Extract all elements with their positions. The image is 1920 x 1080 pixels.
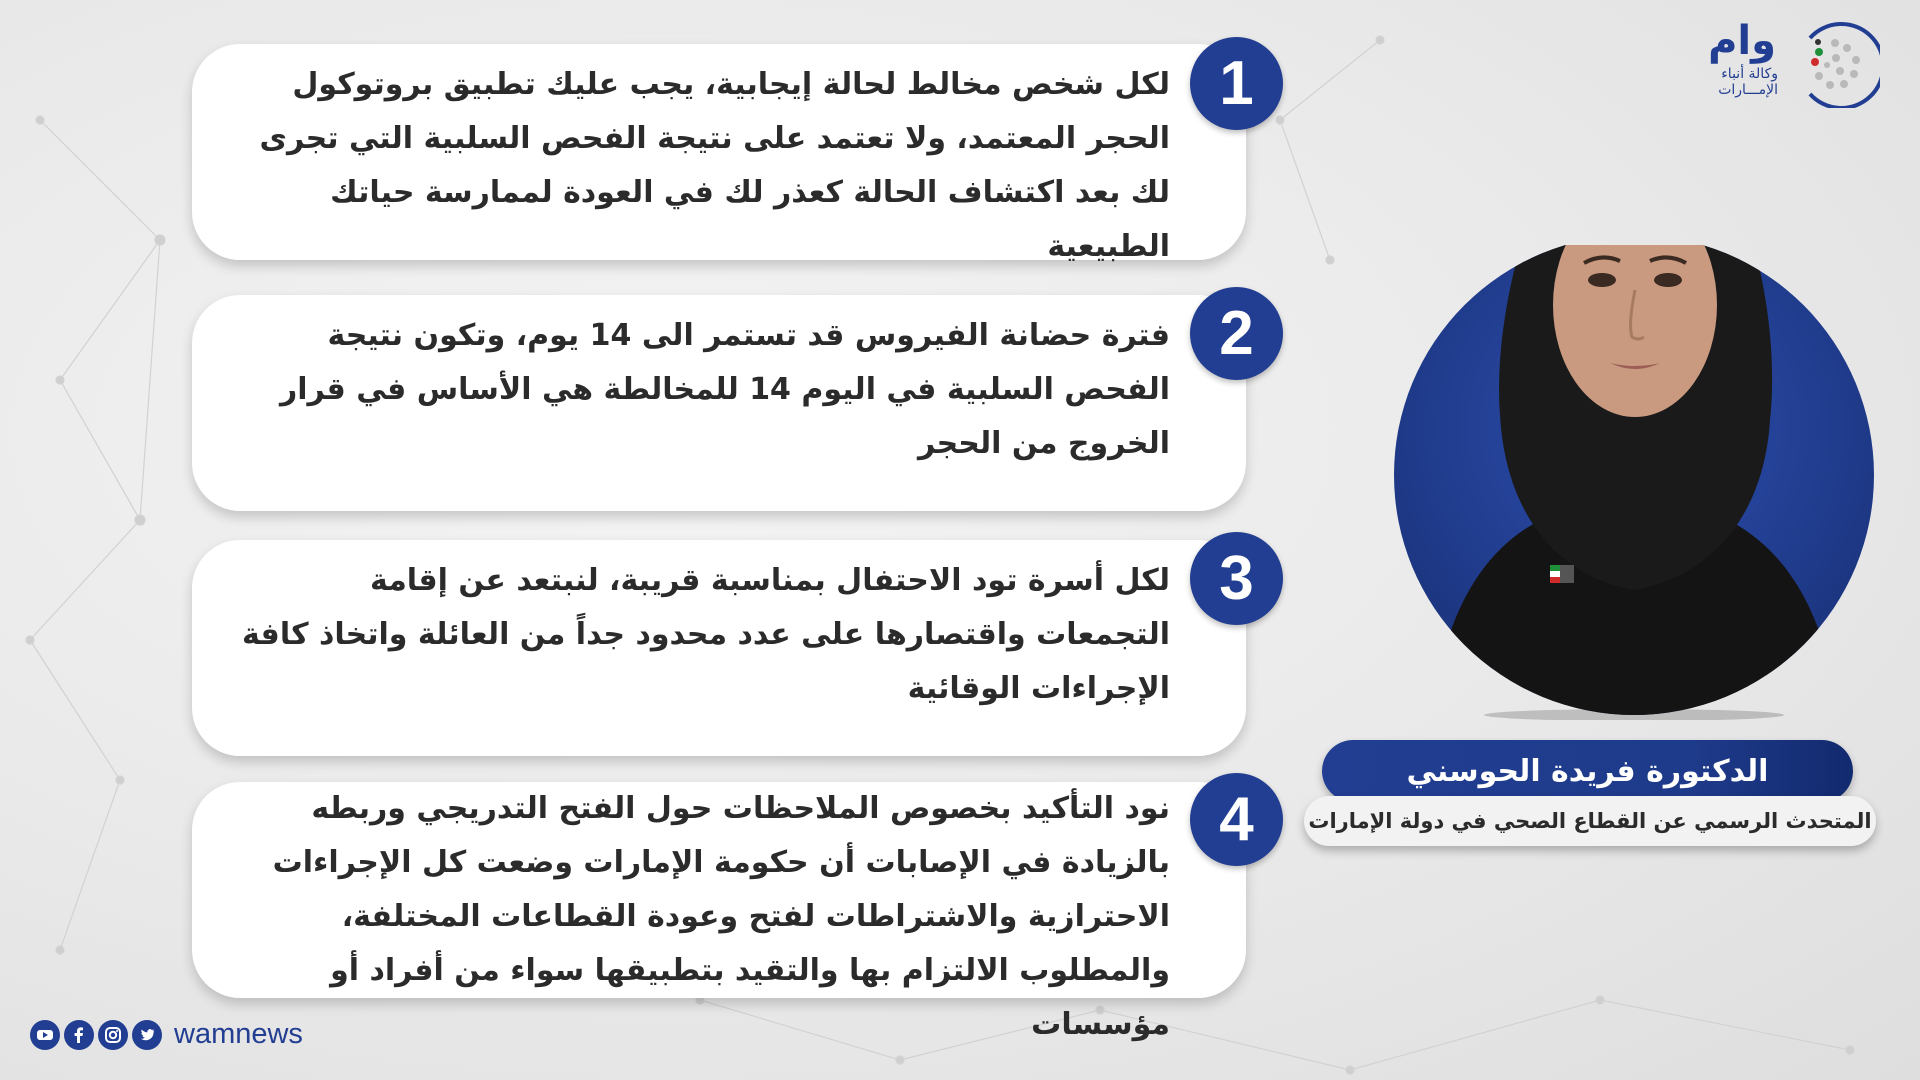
speaker-name: الدكتورة فريدة الحوسني [1322, 740, 1853, 802]
point-card-3 [192, 540, 1246, 756]
wam-logo [1700, 18, 1880, 108]
facebook-icon[interactable] [64, 1020, 94, 1050]
point-number-1: 1 [1190, 37, 1283, 130]
point-card-1 [192, 44, 1246, 264]
social-handle[interactable]: wamnews [174, 1018, 303, 1050]
point-text-2: فترة حضانة الفيروس قد تستمر الى 14 يوم، وتكون نتيجة الفحص السلبية في اليوم 14 للمخالطة هي الأساس في قرار الخروج من الحجر [279, 318, 1170, 461]
point-text-4: نود التأكيد بخصوص الملاحظات حول الفتح التدريجي وربطه بالزيادة في الإصابات أن حكومة الإمارات وضعت كل الإجراءات الاحترازية والاشتراطات لفتح وعودة القطاعات المختلفة، والمطلوب الالتزام بها والتقيد بتطبيقها سواء من أفراد أو مؤسسات [272, 791, 1170, 1042]
wam-dots-logo-icon [1790, 18, 1880, 108]
logo-subtitle-line1: وكالة أنباء [1721, 66, 1778, 82]
social-bar [30, 1018, 303, 1051]
point-text-3: لكل أسرة تود الاحتفال بمناسبة قريبة، لنبتعد عن إقامة التجمعات واقتصارها على عدد محدود جداً من العائلة واتخاذ كافة الإجراءات الوقائية [241, 563, 1170, 706]
logo-subtitle-line2: الإمـــارات [1718, 82, 1778, 98]
youtube-icon[interactable] [30, 1020, 60, 1050]
speaker-title: المتحدث الرسمي عن القطاع الصحي في دولة الإمارات [1304, 796, 1876, 846]
point-number-4: 4 [1190, 773, 1283, 866]
point-text-1: لكل شخص مخالط لحالة إيجابية، يجب عليك تطبيق بروتوكول الحجر المعتمد، ولا تعتمد على نتيجة الفحص السلبية التي تجرى لك بعد اكتشاف الحالة كعذر لك في العودة لممارسة حياتك الطبيعية [259, 67, 1170, 264]
point-card-2 [192, 295, 1246, 511]
speaker-portrait [1390, 245, 1878, 720]
logo-subtitle [1718, 66, 1778, 98]
point-number-2: 2 [1190, 287, 1283, 380]
twitter-icon[interactable] [132, 1020, 162, 1050]
instagram-icon[interactable] [98, 1020, 128, 1050]
logo-name: وام [1708, 18, 1776, 64]
point-number-3: 3 [1190, 532, 1283, 625]
